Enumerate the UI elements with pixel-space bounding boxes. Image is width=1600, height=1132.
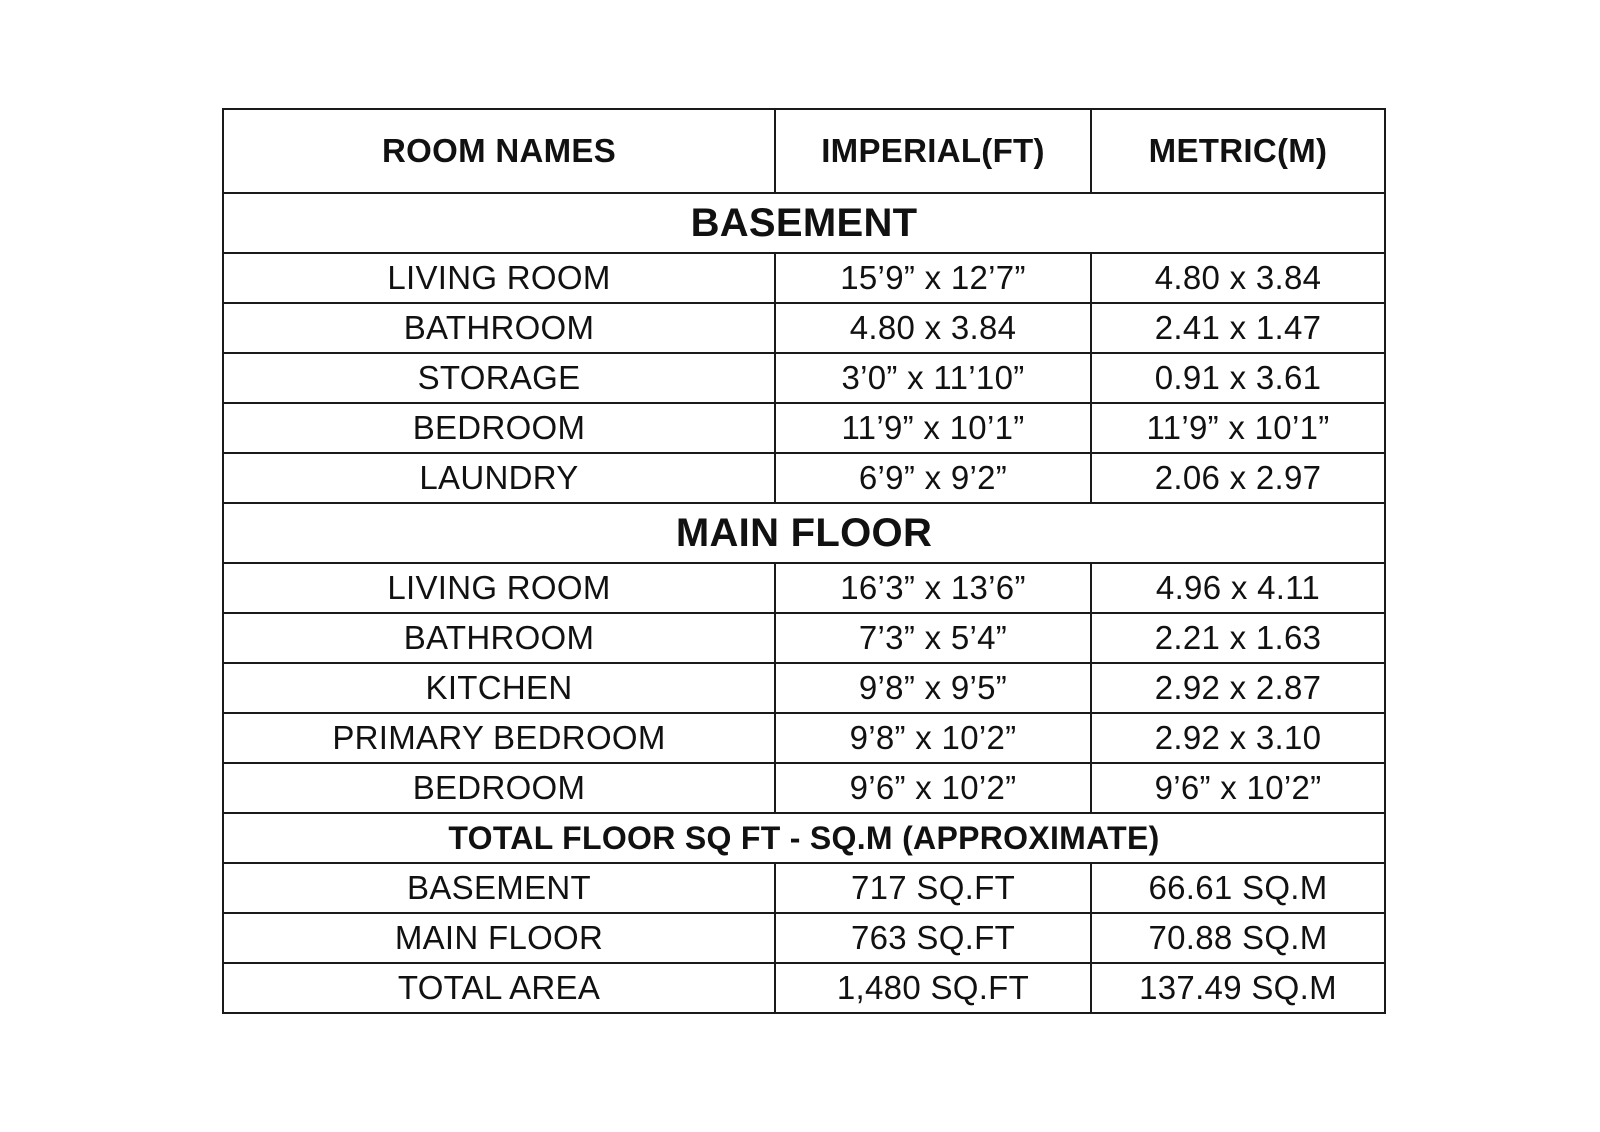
area-name-cell: TOTAL AREA	[223, 963, 775, 1013]
room-name-cell: BATHROOM	[223, 613, 775, 663]
metric-cell: 2.92 x 2.87	[1091, 663, 1385, 713]
imperial-area-cell: 763 SQ.FT	[775, 913, 1091, 963]
imperial-cell: 11’9” x 10’1”	[775, 403, 1091, 453]
table-row	[223, 403, 1385, 453]
metric-cell: 4.96 x 4.11	[1091, 563, 1385, 613]
room-name-cell: LAUNDRY	[223, 453, 775, 503]
metric-cell: 11’9” x 10’1”	[1091, 403, 1385, 453]
room-dimensions-table	[222, 108, 1386, 1014]
header-room-names: ROOM NAMES	[223, 109, 775, 193]
room-name-cell: LIVING ROOM	[223, 563, 775, 613]
room-name-cell: BATHROOM	[223, 303, 775, 353]
room-dimensions-sheet	[222, 108, 1384, 1014]
table-row	[223, 913, 1385, 963]
metric-cell: 9’6” x 10’2”	[1091, 763, 1385, 813]
metric-area-cell: 70.88 SQ.M	[1091, 913, 1385, 963]
table-row	[223, 453, 1385, 503]
header-imperial: IMPERIAL(FT)	[775, 109, 1091, 193]
metric-cell: 2.41 x 1.47	[1091, 303, 1385, 353]
imperial-cell: 9’8” x 10’2”	[775, 713, 1091, 763]
room-name-cell: STORAGE	[223, 353, 775, 403]
imperial-cell: 9’8” x 9’5”	[775, 663, 1091, 713]
metric-cell: 2.92 x 3.10	[1091, 713, 1385, 763]
metric-cell: 0.91 x 3.61	[1091, 353, 1385, 403]
table-row	[223, 713, 1385, 763]
room-name-cell: BEDROOM	[223, 763, 775, 813]
table-row	[223, 963, 1385, 1013]
area-name-cell: MAIN FLOOR	[223, 913, 775, 963]
metric-cell: 2.21 x 1.63	[1091, 613, 1385, 663]
room-name-cell: LIVING ROOM	[223, 253, 775, 303]
metric-cell: 4.80 x 3.84	[1091, 253, 1385, 303]
section-title-basement: BASEMENT	[223, 193, 1385, 253]
metric-area-cell: 137.49 SQ.M	[1091, 963, 1385, 1013]
metric-area-cell: 66.61 SQ.M	[1091, 863, 1385, 913]
imperial-cell: 15’9” x 12’7”	[775, 253, 1091, 303]
room-name-cell: PRIMARY BEDROOM	[223, 713, 775, 763]
section-title-main-floor: MAIN FLOOR	[223, 503, 1385, 563]
section-title-totals: TOTAL FLOOR SQ FT - SQ.M (APPROXIMATE)	[223, 813, 1385, 863]
section-totals-row	[223, 813, 1385, 863]
table-row	[223, 663, 1385, 713]
imperial-cell: 3’0” x 11’10”	[775, 353, 1091, 403]
table-row	[223, 303, 1385, 353]
table-row	[223, 763, 1385, 813]
table-row	[223, 563, 1385, 613]
imperial-cell: 6’9” x 9’2”	[775, 453, 1091, 503]
imperial-cell: 7’3” x 5’4”	[775, 613, 1091, 663]
area-name-cell: BASEMENT	[223, 863, 775, 913]
imperial-cell: 9’6” x 10’2”	[775, 763, 1091, 813]
table-row	[223, 613, 1385, 663]
table-row	[223, 253, 1385, 303]
header-metric: METRIC(M)	[1091, 109, 1385, 193]
room-name-cell: KITCHEN	[223, 663, 775, 713]
table-row	[223, 353, 1385, 403]
table-header-row	[223, 109, 1385, 193]
imperial-cell: 4.80 x 3.84	[775, 303, 1091, 353]
section-main-floor-row	[223, 503, 1385, 563]
imperial-area-cell: 1,480 SQ.FT	[775, 963, 1091, 1013]
imperial-cell: 16’3” x 13’6”	[775, 563, 1091, 613]
room-name-cell: BEDROOM	[223, 403, 775, 453]
imperial-area-cell: 717 SQ.FT	[775, 863, 1091, 913]
metric-cell: 2.06 x 2.97	[1091, 453, 1385, 503]
table-row	[223, 863, 1385, 913]
section-basement-row	[223, 193, 1385, 253]
